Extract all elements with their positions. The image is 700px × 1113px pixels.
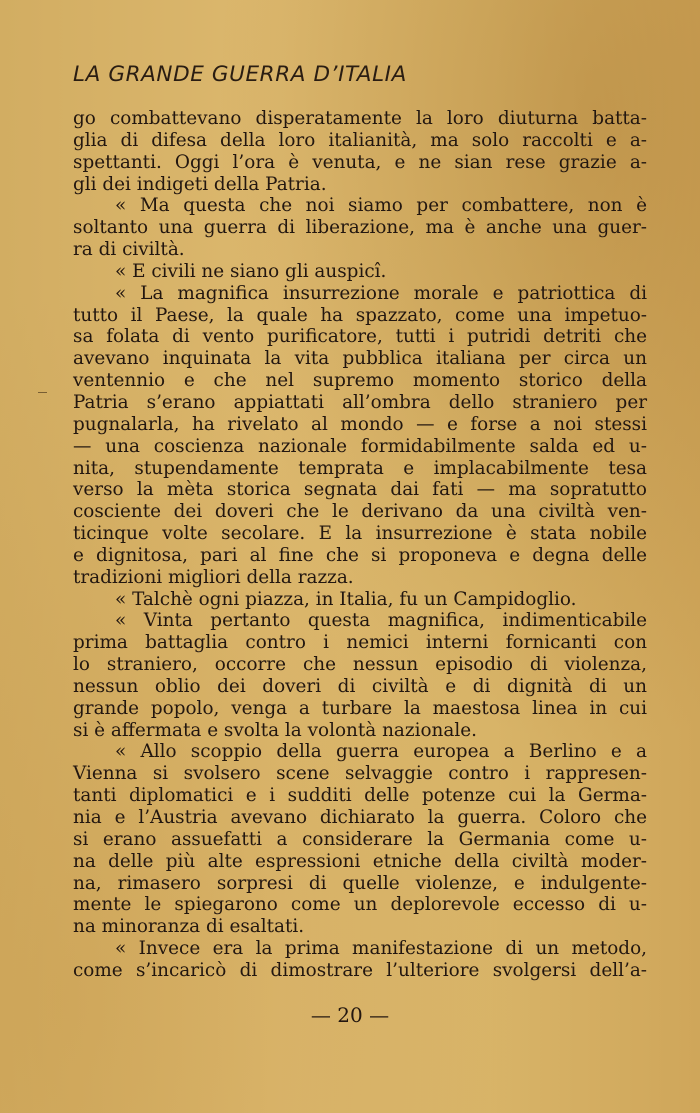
text-line: come s’incaricò di dimostrare l’ulteriore svolgersi dell’a- [73, 959, 647, 981]
text-line: sa folata di vento purificatore, tutti i putridi detriti che [73, 326, 647, 348]
page-number: — 20 — [310, 1003, 390, 1027]
text-line: ventennio e che nel supremo momento storico della [73, 370, 647, 392]
text-line: avevano inquinata la vita pubblica italiana per circa un [73, 348, 647, 370]
text-line: prima battaglia contro i nemici interni fornicanti con [73, 632, 647, 654]
text-line: mente le spiegarono come un deplorevole eccesso di u- [73, 894, 647, 916]
text-line: tradizioni migliori della razza. [73, 566, 354, 588]
text-line: « E civili ne siano gli auspicî. [115, 260, 387, 282]
text-line: spettanti. Oggi l’ora è venuta, e ne sian rese grazie a- [73, 151, 647, 173]
text-line: tutto il Paese, la quale ha spazzato, come una impetuo- [73, 304, 647, 326]
text-line: cosciente dei doveri che le derivano da una civiltà ven- [73, 501, 647, 523]
text-line: Vienna si svolsero scene selvaggie contro i rappresen- [73, 763, 647, 785]
text-line: tanti diplomatici e i sudditi delle potenze cui la Germa- [73, 785, 647, 807]
text-line: glia di difesa della loro italianità, ma solo raccolti e a- [73, 129, 647, 151]
text-line: « Ma questa che noi siamo per combattere, non è [115, 195, 647, 217]
margin-mark [38, 392, 47, 393]
text-line: lo straniero, occorre che nessun episodio di violenza, [73, 654, 647, 676]
text-line: « Talchè ogni piazza, in Italia, fu un Campidoglio. [115, 588, 577, 610]
text-line: — una coscienza nazionale formidabilmente salda ed u- [73, 435, 647, 457]
text-line: nessun oblio dei doveri di civiltà e di dignità di un [73, 675, 647, 697]
text-line: « Vinta pertanto questa magnifica, indimenticabile [115, 610, 647, 632]
running-head: LA GRANDE GUERRA D’ITALIA [73, 62, 407, 87]
text-line: pugnalarla, ha rivelato al mondo — e forse a noi stessi [73, 413, 647, 435]
text-line: « Invece era la prima manifestazione di un metodo, [115, 938, 647, 960]
text-line: si erano assuefatti a considerare la Germania come u- [73, 828, 647, 850]
text-line: na, rimasero sorpresi di quelle violenze, e indulgente- [73, 872, 647, 894]
text-line: gli dei indigeti della Patria. [73, 173, 327, 195]
text-line: nita, stupendamente temprata e implacabilmente tesa [73, 457, 647, 479]
text-line: « La magnifica insurrezione morale e patriottica di [115, 282, 647, 304]
text-line: verso la mèta storica segnata dai fati — ma sopratutto [73, 479, 647, 501]
text-line: ticinque volte secolare. E la insurrezione è stata nobile [73, 523, 647, 545]
text-line: Patria s’erano appiattati all’ombra dello straniero per [73, 391, 647, 413]
text-line: go combattevano disperatamente la loro diuturna batta- [73, 108, 647, 129]
text-line: e dignitosa, pari al fine che si proponeva e degna delle [73, 544, 647, 566]
text-line: soltanto una guerra di liberazione, ma è anche una guer- [73, 217, 647, 239]
text-line: nia e l’Austria avevano dichiarato la guerra. Coloro che [73, 807, 647, 828]
text-line: ra di civiltà. [73, 239, 185, 261]
text-line: si è affermata e svolta la volontà nazionale. [73, 719, 477, 741]
text-line: na delle più alte espressioni etniche della civiltà moder- [73, 850, 647, 872]
text-line: « Allo scoppio della guerra europea a Berlino e a [115, 741, 647, 763]
body-text [73, 108, 647, 982]
text-line: na minoranza di esaltati. [73, 916, 305, 938]
text-line: grande popolo, venga a turbare la maestosa linea in cui [73, 697, 647, 719]
